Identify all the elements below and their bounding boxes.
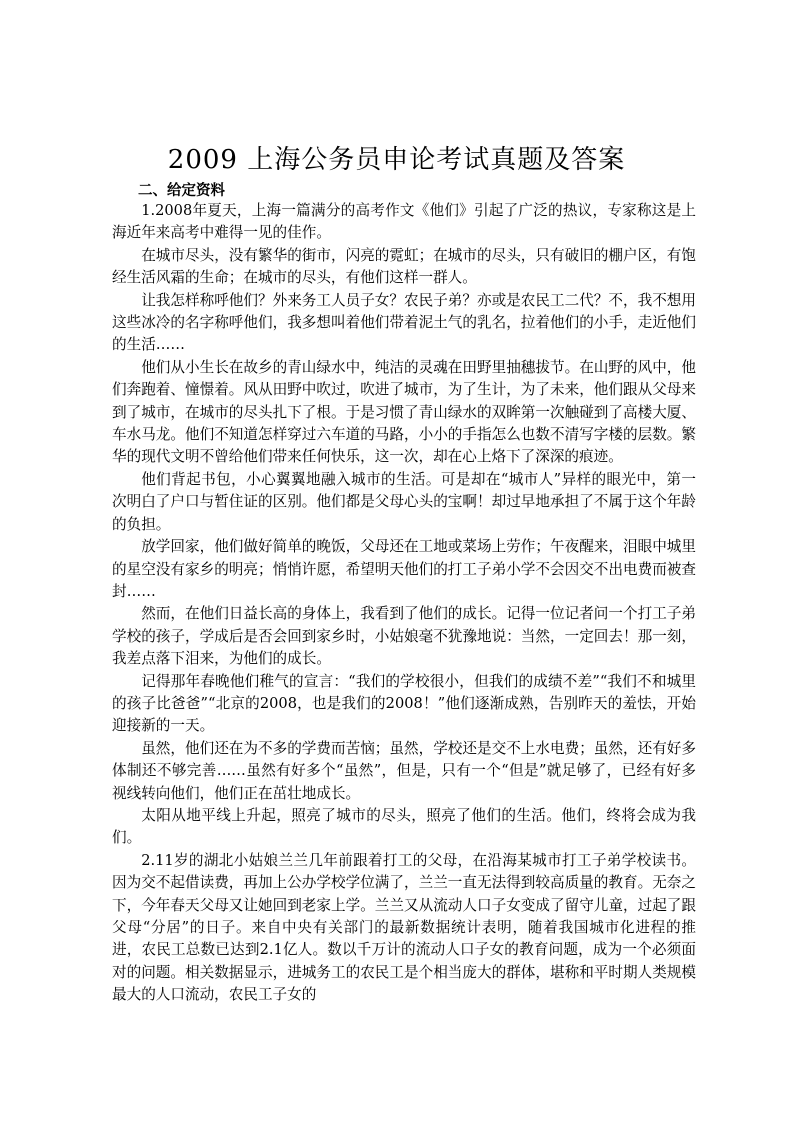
paragraph: 他们背起书包，小心翼翼地融入城市的生活。可是却在“城市人”异样的眼光中，第一次明白了户口与暂住证的区别。他们都是父母心头的宝啊！却过早地承担了不属于这个年龄的负担。 [112, 470, 696, 533]
paragraph: 太阳从地平线上升起，照亮了城市的尽头，照亮了他们的生活。他们，终将会成为我们。 [112, 806, 696, 847]
paragraph: 虽然，他们还在为不多的学费而苦恼；虽然，学校还是交不上水电费；虽然，还有好多体制还不够完善……虽然有好多个“虽然”，但是，只有一个“但是”就足够了，已经有好多视线转向他们，他们正在茁壮地成长。 [112, 739, 696, 802]
section-heading: 二、给定资料 [138, 183, 225, 199]
paragraph: 在城市尽头，没有繁华的街市，闪亮的霓虹；在城市的尽头，只有破旧的棚户区，有饱经生活风霜的生命；在城市的尽头，有他们这样一群人。 [112, 246, 696, 287]
document-body [112, 200, 696, 1007]
paragraph: 他们从小生长在故乡的青山绿水中，纯洁的灵魂在田野里抽穗拔节。在山野的风中，他们奔跑着、憧憬着。风从田野中吹过，吹进了城市，为了生计，为了未来，他们跟从父母来到了城市，在城市的尽头扎下了根。于是习惯了青山绿水的双眸第一次触碰到了高楼大厦、车水马龙。他们不知道怎样穿过六车道的马路，小小的手指怎么也数不清写字楼的层数。繁华的现代文明不曾给他们带来任何快乐，这一次，却在心上烙下了深深的痕迹。 [112, 358, 696, 466]
paragraph: 1.2008年夏天，上海一篇满分的高考作文《他们》引起了广泛的热议，专家称这是上海近年来高考中难得一见的佳作。 [112, 202, 696, 242]
document-title: 2009 上海公务员申论考试真题及答案 [167, 145, 626, 175]
paragraph: 让我怎样称呼他们？外来务工人员子女？农民子弟？亦或是农民工二代？不，我不想用这些冰冷的名字称呼他们，我多想叫着他们带着泥土气的乳名，拉着他们的小手，走近他们的生活…… [112, 291, 696, 354]
paragraph: 2.11岁的湖北小姑娘兰兰几年前跟着打工的父母，在沿海某城市打工子弟学校读书。因为交不起借读费，再加上公办学校学位满了，兰兰一直无法得到较高质量的教育。无奈之下，今年春天父母又让她回到老家上学。兰兰又从流动人口子女变成了留守儿童，过起了跟父母“分居”的日子。来自中央有关部门的最新数据统计表明，随着我国城市化进程的推进，农民工总数已达到2.1亿人。数以千万计的流动人口子女的教育问题，成为一个必须面对的问题。相关数据显示，进城务工的农民工是个相当庞大的群体，堪称和平时期人类规模最大的人口流动，农民工子女的 [112, 851, 696, 1004]
paragraph: 记得那年春晚他们稚气的宣言：“我们的学校很小，但我们的成绩不差”“我们不和城里的孩子比爸爸”“北京的2008，也是我们的2008！”他们逐渐成熟，告别昨天的羞怯，开始迎接新的一天。 [112, 672, 696, 735]
paragraph: 然而，在他们日益长高的身体上，我看到了他们的成长。记得一位记者问一个打工子弟学校的孩子，学成后是否会回到家乡时，小姑娘毫不犹豫地说：当然，一定回去！那一刻，我差点落下泪来，为他们的成长。 [112, 605, 696, 668]
paragraph: 放学回家，他们做好简单的晚饭，父母还在工地或菜场上劳作；午夜醒来，泪眼中城里的星空没有家乡的明亮；悄悄许愿，希望明天他们的打工子弟小学不会因交不出电费而被查封…… [112, 538, 696, 600]
